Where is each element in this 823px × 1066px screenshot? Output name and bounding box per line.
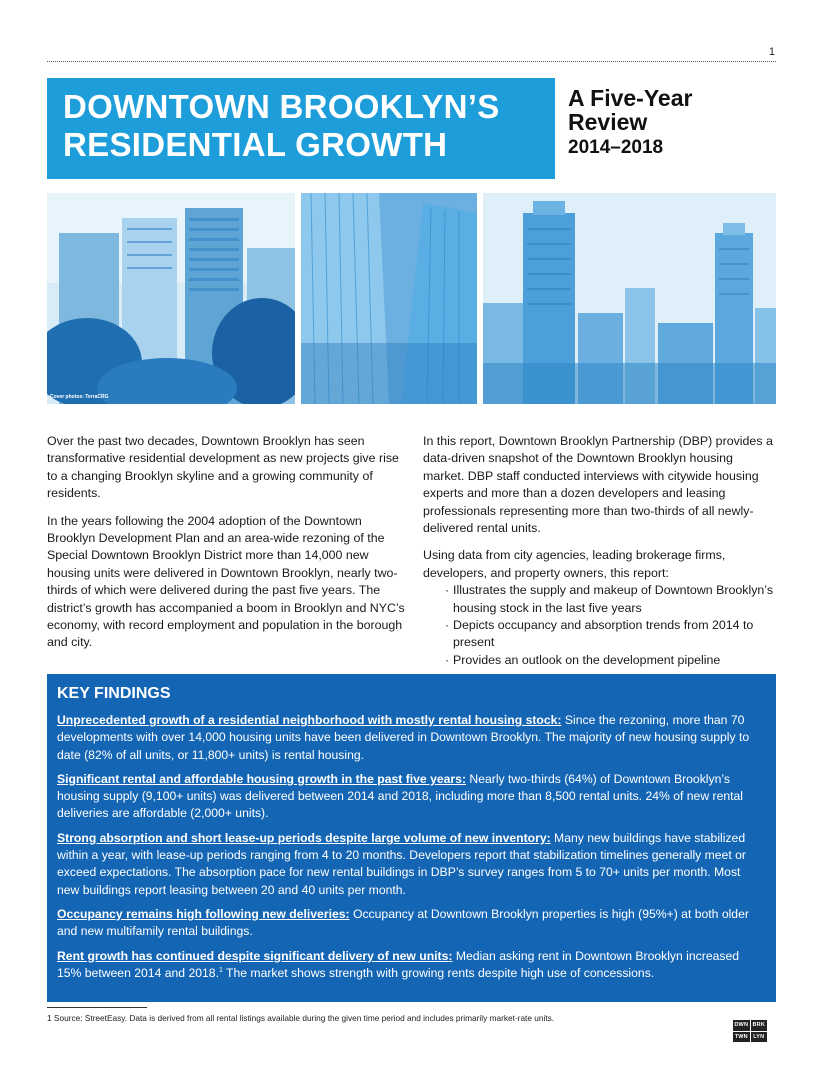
report-bullet-list <box>445 582 776 669</box>
intro-paragraph: In this report, Downtown Brooklyn Partnership (DBP) provides a data-driven snapshot of the Downtown Brooklyn housing market. DBP staff conducted interviews with citywide housing experts and more than a dozen developers and leasing professionals representing more than two-thirds of all newly-delivered rental units. <box>423 434 773 536</box>
finding-body: Nearly two-thirds (64%) of Downtown Brooklyn’s housing supply (9,100+ units) was delivered between 2014 and 2018, including more than 8,500 rental units. 24% of new rental deliveries are affordable (2,000+ units). <box>57 771 743 821</box>
key-findings-heading: KEY FINDINGS <box>57 685 171 702</box>
subtitle <box>568 86 692 160</box>
intro-left-column <box>47 433 405 662</box>
finding-item <box>57 830 766 899</box>
intro-paragraph: Using data from city agencies, leading brokerage firms, developers, and property owners, this report: <box>423 548 726 580</box>
page-number: 1 <box>768 46 775 58</box>
finding-headline: Rent growth has continued despite significant delivery of new units: <box>57 948 453 963</box>
intro-paragraph: Over the past two decades, Downtown Brooklyn has seen transformative residential development as new projects give rise to a changing Brooklyn skyline and a growing community of residents. <box>47 434 399 501</box>
footnote: 1 Source: StreetEasy. Data is derived from all rental listings available during the given time period and includes primarily market-rate units. <box>47 1013 555 1023</box>
cover-photo-1 <box>47 193 295 404</box>
cover-photo-1-image <box>47 193 295 404</box>
photo-credit: Cover photos: TerraCRG <box>50 394 109 400</box>
logo-cell: BRK <box>751 1020 768 1031</box>
page-title <box>63 88 539 164</box>
finding-body: Occupancy at Downtown Brooklyn properties is high (95%+) at both older and new multifamily rental buildings. <box>57 906 749 939</box>
title-banner <box>47 78 555 179</box>
list-item: · Provides an outlook on the development pipeline <box>445 652 776 669</box>
finding-headline: Unprecedented growth of a residential neighborhood with mostly rental housing stock: <box>57 713 562 727</box>
subtitle-line-2: Review <box>568 109 648 135</box>
logo-cell: LYN <box>751 1032 768 1043</box>
intro-right-column <box>423 433 776 669</box>
finding-body: Since the rezoning, more than 70 developments with over 14,000 housing units have been delivered in Downtown Brooklyn. The majority of new housing supply to date (82% of all units, or 11,800+ units) is rental housing. <box>57 713 750 762</box>
logo-cell: TWN <box>733 1032 750 1043</box>
finding-headline: Occupancy remains high following new deliveries: <box>57 906 350 921</box>
header-divider <box>47 61 776 62</box>
finding-body: Median asking rent in Downtown Brooklyn increased 15% between 2014 and 2018. <box>57 948 740 980</box>
subtitle-years: 2014–2018 <box>568 137 664 158</box>
finding-body-continued: The market shows strength with growing rents despite high use of concessions. <box>222 965 655 980</box>
key-findings-box <box>47 674 776 1002</box>
subtitle-line-1: A Five-Year <box>568 85 693 111</box>
finding-headline: Strong absorption and short lease-up periods despite large volume of new inventory: <box>57 830 551 845</box>
cover-photo-3 <box>483 193 776 404</box>
footnote-divider <box>47 1007 147 1008</box>
intro-paragraph: In the years following the 2004 adoption of the Downtown Brooklyn Development Plan and an area-wide rezoning of the Special Downtown Brooklyn District more than 14,000 new housing units were delivered in Downtown Brooklyn, nearly two-thirds of which were delivered during the past five years. The district’s growth has accompanied a boom in Brooklyn and NYC’s economy, with record employment and population in the borough and city. <box>47 513 405 650</box>
finding-headline: Significant rental and affordable housing growth in the past five years: <box>57 771 467 786</box>
footnote-ref[interactable]: 1 <box>218 966 223 974</box>
cover-photo-3-image <box>483 193 776 404</box>
finding-item <box>57 771 766 823</box>
title-line-1: DOWNTOWN BROOKLYN’S <box>63 88 500 125</box>
list-item: · Depicts occupancy and absorption trends from 2014 to present <box>445 617 776 652</box>
title-line-2: RESIDENTIAL GROWTH <box>63 126 448 163</box>
cover-photo-2 <box>301 193 477 404</box>
cover-photo-2-image <box>301 193 477 404</box>
finding-body: Many new buildings have stabilized within a year, with lease-up periods ranging from 4 to 20 months. Developers report that stabilization timelines generally meet or exceed expectations. The absorption pace for new rental buildings in DBP’s survey ranges from 5 to 70+ units per month. Most new buildings report leasing between 20 and 40 units per month. <box>57 830 746 897</box>
finding-item <box>57 906 766 941</box>
list-item: · Illustrates the supply and makeup of Downtown Brooklyn’s housing stock in the last five years <box>445 582 776 617</box>
finding-item <box>57 712 766 764</box>
logo-cell: DWN <box>733 1020 750 1031</box>
dbp-logo <box>733 1020 767 1042</box>
finding-item <box>57 948 766 983</box>
